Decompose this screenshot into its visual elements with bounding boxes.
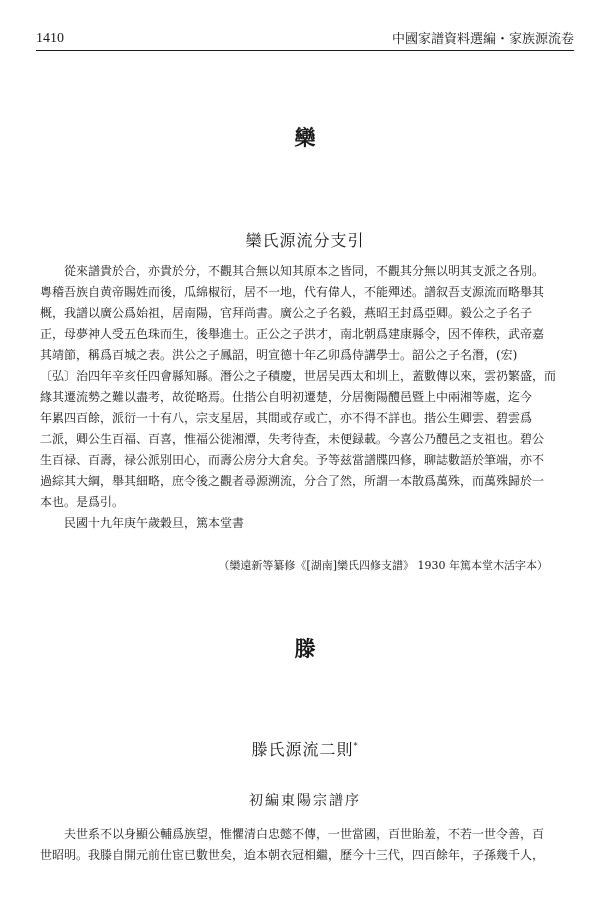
surname-heading-luan: 欒 [294, 125, 316, 150]
section-title-luan: 欒氏源流分支引 [245, 231, 365, 250]
section-title-teng [0, 737, 610, 760]
text-line: 世昭明。我滕自開元前仕宦已數世矣，迨本朝衣冠相繼，歷今十三代，四百餘年，子孫幾千人， [40, 848, 545, 862]
text-line: 過綜其大綱，舉其細略，庶令後之觀者尋源溯流，分合了然，所謂一本散爲萬殊，而萬殊歸於一 [40, 474, 545, 488]
text-line: 從來譜貴於合，亦貴於分，不觀其合無以知其原本之皆同，不觀其分無以明其支派之各別。 [64, 264, 545, 278]
body-text-luan [40, 261, 572, 534]
text-line: 生百禄、百壽，禄公派别田心，而壽公房分大倉矣。予等兹當譜牒四修，聊誌數語於筆端，亦不 [40, 453, 545, 467]
section-title-text: 滕氏源流二則 [251, 740, 354, 759]
text-line: 夫世系不以身顯公輔爲族望，惟懼清白忠懿不傳，一世當國，百世貽羞，不若一世令善，百 [64, 827, 545, 841]
text-line: 本也。是爲引。 [40, 495, 125, 509]
text-line: 〔弘〕治四年辛亥任四會縣知縣。潛公之子積慶，世居吴西太和圳上，蓋數傳以來，雲礽繁盛，而 [40, 369, 557, 383]
running-title: 中國家譜資料選編・家族源流卷 [391, 32, 574, 47]
page-header [36, 28, 574, 51]
text-line: 年累四百餘，派衍一十有八，宗支星居，其間或存或亡，亦不得不詳也。揩公生卿雲、碧雲爲 [40, 411, 533, 425]
sub-title: 初編東陽宗譜序 [249, 793, 361, 809]
text-line: 概，我譜以廣公爲始祖，居南陽，官拜尚書。廣公之子名毅，燕昭王封爲亞卿。毅公之子名子 [40, 306, 533, 320]
text-line: 緣其遷流勢之難以盡考，故從略焉。仕揩公自明初遷楚，分居衡陽醴邑暨上中兩湘等處，迄今 [40, 390, 533, 404]
text-line: 其靖節，稱爲百城之表。洪公之子鳳韶，明宣德十年乙卯爲侍講學士。韶公之子名潛，(宏) [40, 348, 518, 362]
footnote-mark: * [353, 741, 359, 751]
source-citation: （欒遠新等纂修《[湖南]欒氏四修支譜》 1930 年篤本堂木活字本） [218, 559, 548, 572]
surname-heading-teng: 滕 [294, 636, 316, 661]
text-line: 二派，卿公生百福、百喜，惟福公徙湘潭，失考待查，未便録載。今喜公乃醴邑之支祖也。碧公 [40, 432, 545, 446]
text-line: 正，母夢神人受五色珠而生，後舉進士。正公之子洪才，南北朝爲建康縣令，因不俸秩，武帝嘉 [40, 327, 545, 341]
body-text-teng [40, 824, 572, 866]
page-number: 1410 [36, 31, 64, 46]
text-line: 粵稽吾族自黄帝賜姓而後，瓜綿椒衍，居不一地，代有偉人，不能殫述。譜叙吾支源流而略舉其 [40, 285, 545, 299]
signature: 民國十九年庚午歲穀旦，篤本堂書 [64, 516, 245, 530]
